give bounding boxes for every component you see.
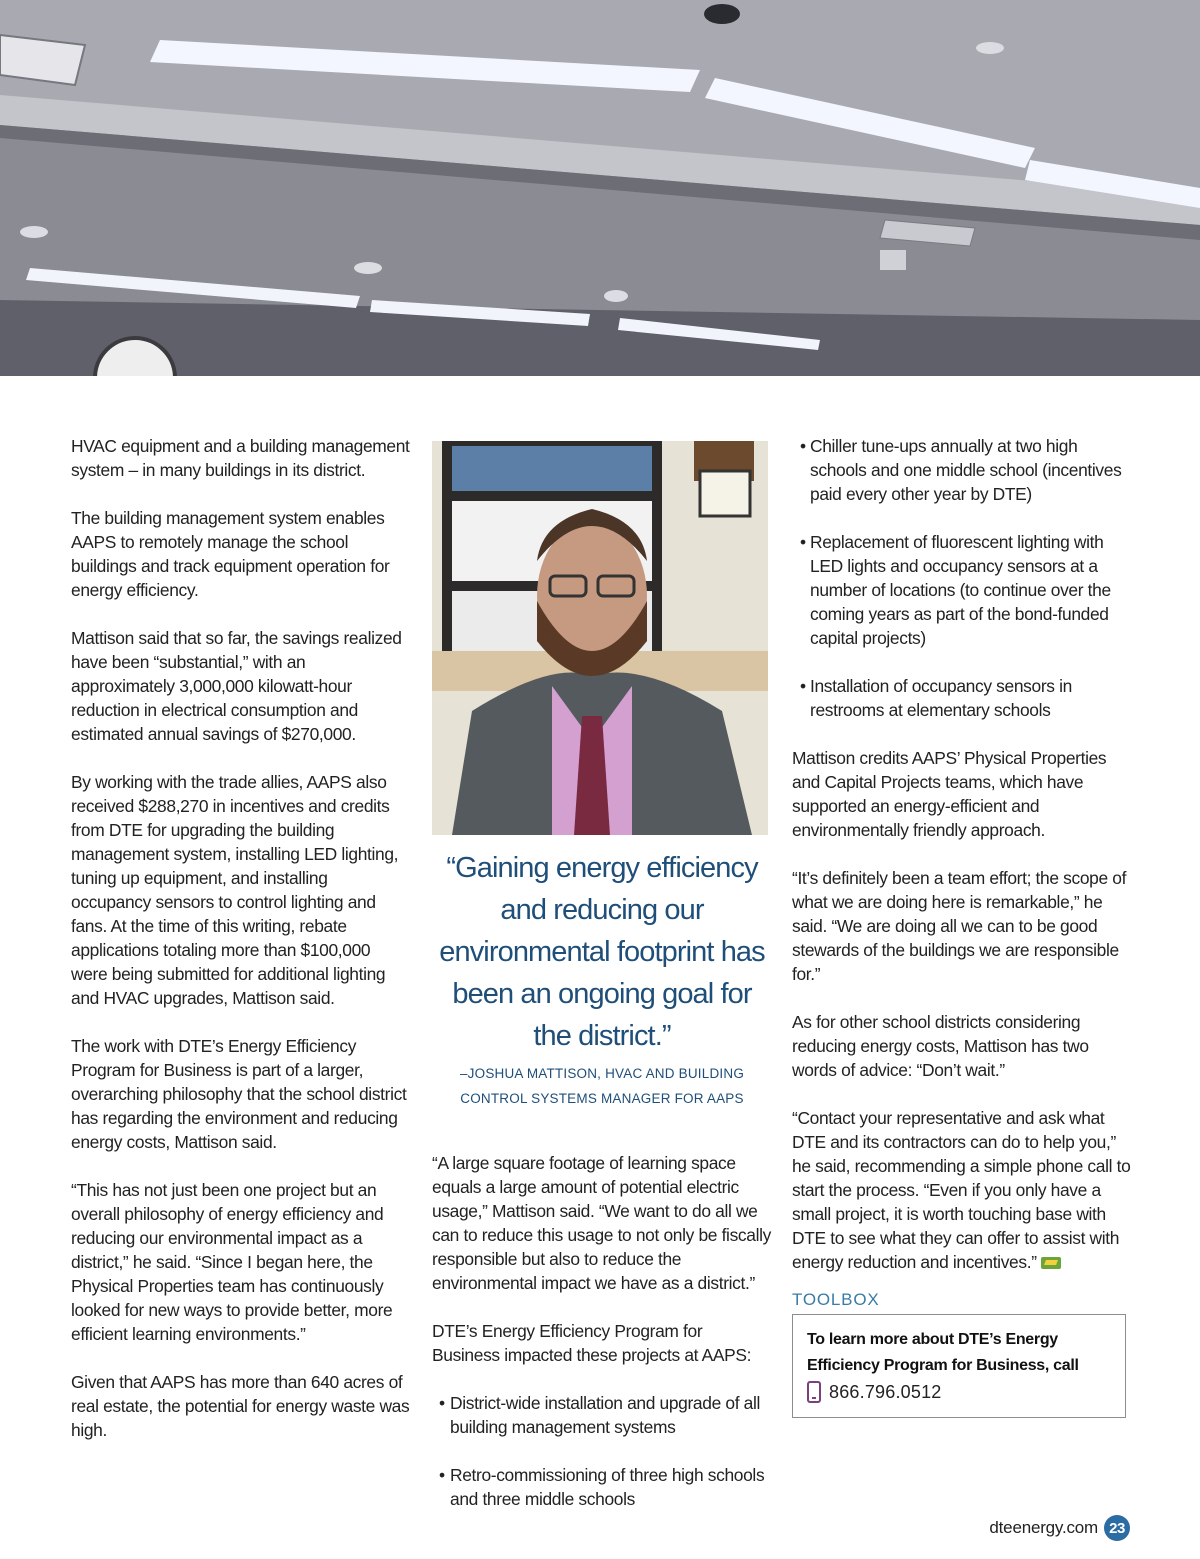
- paragraph: DTE’s Energy Efficiency Program for Business impacted these projects at AAPS:: [432, 1321, 752, 1365]
- paragraph: “This has not just been one project but an overall philosophy of energy efficiency and reducing our environmental impact as a district,” he said. “Since I began here, the Physical Properties team has continuously looked for new ways to provide better, more efficient learning environments.”: [71, 1180, 393, 1344]
- paragraph: As for other school districts considering reducing energy costs, Mattison has two words of advice: “Don’t wait.”: [792, 1012, 1089, 1080]
- article-column-2: [432, 441, 772, 1535]
- toolbox-box: [792, 1314, 1126, 1418]
- pull-quote: “Gaining energy efficiency and reducing our environmental footprint has been an ongoing goal for the district.”: [439, 852, 765, 1052]
- hero-photo: [0, 0, 1200, 376]
- list-item: • Replacement of fluorescent lighting with LED lights and occupancy sensors at a number of locations (to continue over the coming years as part of the bond-funded capital projects): [792, 530, 1137, 650]
- list-item: • Retro-commissioning of three high schools and three middle schools: [432, 1463, 772, 1511]
- portrait-illustration: [432, 441, 768, 835]
- paragraph: The work with DTE’s Energy Efficiency Program for Business is part of a larger, overarching philosophy that the school district has regarding the environment and reducing energy costs, Mattison said.: [71, 1036, 407, 1152]
- paragraph: “It’s definitely been a team effort; the scope of what we are doing here is remarkable,” he said. “We are doing all we can to be good stewards of the buildings we are responsible for.”: [792, 868, 1127, 984]
- ceiling-illustration: [0, 0, 1200, 376]
- paragraph: Mattison credits AAPS’ Physical Properties and Capital Projects teams, which have supported an energy-efficient and environmentally friendly approach.: [792, 748, 1107, 840]
- paragraph: “A large square footage of learning space equals a large amount of potential electric usage,” Mattison said. “We want to do all we can to reduce this usage to not only be fiscally responsible but also to reduce the environmental impact we have as a district.”: [432, 1153, 771, 1293]
- toolbox-text: To learn more about DTE’s Energy Efficiency Program for Business, call: [807, 1331, 1079, 1374]
- quote-attribution: [432, 1061, 772, 1111]
- attribution-line: –JOSHUA MATTISON, HVAC AND BUILDING: [459, 1066, 745, 1081]
- attribution-line: CONTROL SYSTEMS MANAGER FOR AAPS: [460, 1091, 744, 1106]
- page-footer: [960, 1515, 1130, 1541]
- phone-number[interactable]: 866.796.0512: [829, 1382, 942, 1402]
- paragraph: HVAC equipment and a building management system – in many buildings in its district.: [71, 436, 410, 480]
- project-list-continued: [792, 434, 1137, 722]
- toolbox-title: TOOLBOX: [792, 1290, 880, 1309]
- phone-row[interactable]: [807, 1379, 1111, 1405]
- paragraph-final: [792, 1106, 1137, 1274]
- article-column-1: [71, 434, 411, 1466]
- paragraph: Given that AAPS has more than 640 acres of real estate, the potential for energy waste was high.: [71, 1372, 410, 1440]
- portrait-photo: [432, 441, 768, 835]
- list-item: • Chiller tune-ups annually at two high schools and one middle school (incentives paid every other year by DTE): [792, 434, 1137, 506]
- page-number-badge: 23: [1104, 1515, 1130, 1541]
- article-column-3: [792, 434, 1137, 1418]
- dte-end-mark-icon: [1041, 1257, 1061, 1269]
- list-item: • District-wide installation and upgrade of all building management systems: [432, 1391, 772, 1439]
- paragraph: By working with the trade allies, AAPS also received $288,270 in incentives and credits from DTE for upgrading the building management system, installing LED lighting, tuning up equipment, and installing occupancy sensors to control lighting and fans. At the time of this writing, rebate applications totaling more than $100,000 were being submitted for additional lighting and HVAC upgrades, Mattison said.: [71, 772, 399, 1008]
- paragraph: The building management system enables AAPS to remotely manage the school buildings and track equipment operation for energy efficiency.: [71, 508, 390, 600]
- website-link[interactable]: dteenergy.com: [989, 1518, 1098, 1537]
- paragraph: Mattison said that so far, the savings realized have been “substantial,” with an approximately 3,000,000 kilowatt-hour reduction in electrical consumption and estimated annual savings of $270,000.: [71, 628, 402, 744]
- paragraph-text: “Contact your representative and ask what DTE and its contractors can do to help you,” he said, recommending a simple phone call to start the process. “Even if you only have a small project, it is worth touching base with DTE to see what they can offer to assist with energy reduction and incentives.”: [792, 1108, 1131, 1272]
- project-list: [432, 1391, 772, 1511]
- list-item: • Installation of occupancy sensors in restrooms at elementary schools: [792, 674, 1137, 722]
- phone-icon: [807, 1381, 821, 1403]
